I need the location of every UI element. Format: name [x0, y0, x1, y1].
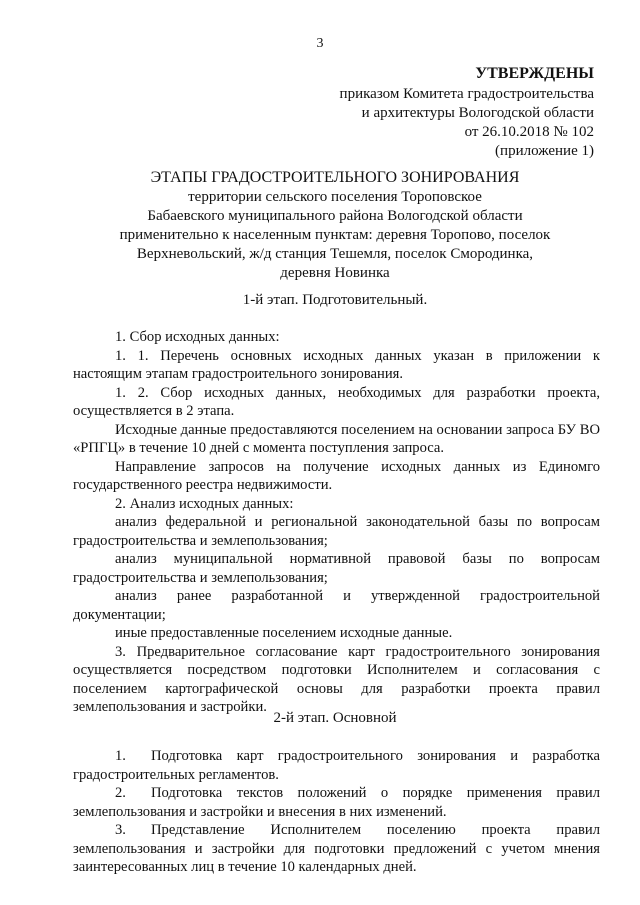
- title-line-3: применительно к населенным пунктам: деревня Торопово, поселок: [119, 227, 551, 243]
- paragraph: анализ ранее разработанной и утвержденной градостроительной документации;: [73, 588, 600, 623]
- stage-2-list: [73, 747, 600, 877]
- list-item-text: Подготовка текстов положений о порядке применения правил землепользования и застройки и внесения в них изменений.: [73, 785, 600, 820]
- approval-line-4: (приложение 1): [495, 143, 594, 159]
- approval-line-3: от 26.10.2018 № 102: [464, 124, 594, 140]
- title-line-2: Бабаевского муниципального района Вологодской области: [147, 208, 523, 224]
- list-item: [73, 784, 600, 821]
- title-main: ЭТАПЫ ГРАДОСТРОИТЕЛЬНОГО ЗОНИРОВАНИЯ: [150, 169, 520, 186]
- paragraph: анализ федеральной и региональной законодательной базы по вопросам градостроительства и землепользования;: [73, 514, 600, 549]
- title-line-4: Верхневольский, ж/д станция Тешемля, поселок Смородинка,: [136, 246, 534, 262]
- list-item-number: 3.: [115, 822, 126, 838]
- stage-1-body: [73, 328, 600, 717]
- title-line-5: деревня Новинка: [280, 265, 390, 281]
- paragraph: 3. Предварительное согласование карт градостроительного зонирования осуществляется посредством подготовки Исполнителем и согласования с поселением картографической основы для разработки проекта правил землепользования и застройки.: [73, 643, 600, 715]
- approval-line-2: и архитектуры Вологодской области: [361, 105, 594, 121]
- list-item-text: Представление Исполнителем поселению проекта правил землепользования и застройки для подготовки предложений с учетом мнения заинтересованных лиц в течение 10 календарных дней.: [73, 822, 600, 875]
- stage-1-heading: 1-й этап. Подготовительный.: [242, 292, 428, 308]
- list-item-number: 1.: [115, 748, 126, 764]
- approval-line-1: приказом Комитета градостроительства: [339, 86, 594, 102]
- paragraph: 1. 2. Сбор исходных данных, необходимых для разработки проекта, осуществляется в 2 этапа.: [73, 384, 600, 419]
- paragraph: Исходные данные предоставляются поселением на основании запроса БУ ВО «РПГЦ» в течение 10 дней с момента поступления запроса.: [73, 421, 600, 456]
- stage-2-heading: 2-й этап. Основной: [273, 710, 397, 726]
- paragraph: иные предоставленные поселением исходные данные.: [115, 625, 453, 641]
- page-number: 3: [316, 36, 324, 51]
- paragraph: Направление запросов на получение исходных данных из Единомго государственного реестра недвижимости.: [73, 458, 600, 493]
- list-item: [73, 747, 600, 784]
- title-line-1: территории сельского поселения Тороповское: [188, 189, 482, 205]
- approval-heading: УТВЕРЖДЕНЫ: [475, 65, 594, 82]
- list-item: [73, 821, 600, 877]
- approval-block: [274, 64, 594, 161]
- list-item-text: Подготовка карт градостроительного зонирования и разработка градостроительных регламентов.: [73, 748, 600, 783]
- paragraph: 2. Анализ исходных данных:: [115, 495, 294, 512]
- document-title: [70, 168, 600, 283]
- list-item-number: 2.: [115, 785, 126, 801]
- paragraph: 1. Сбор исходных данных:: [115, 329, 280, 345]
- paragraph: 1. 1. Перечень основных исходных данных указан в приложении к настоящим этапам градостроительного зонирования.: [73, 347, 600, 382]
- paragraph: анализ муниципальной нормативной правовой базы по вопросам градостроительства и землепользования;: [73, 551, 600, 586]
